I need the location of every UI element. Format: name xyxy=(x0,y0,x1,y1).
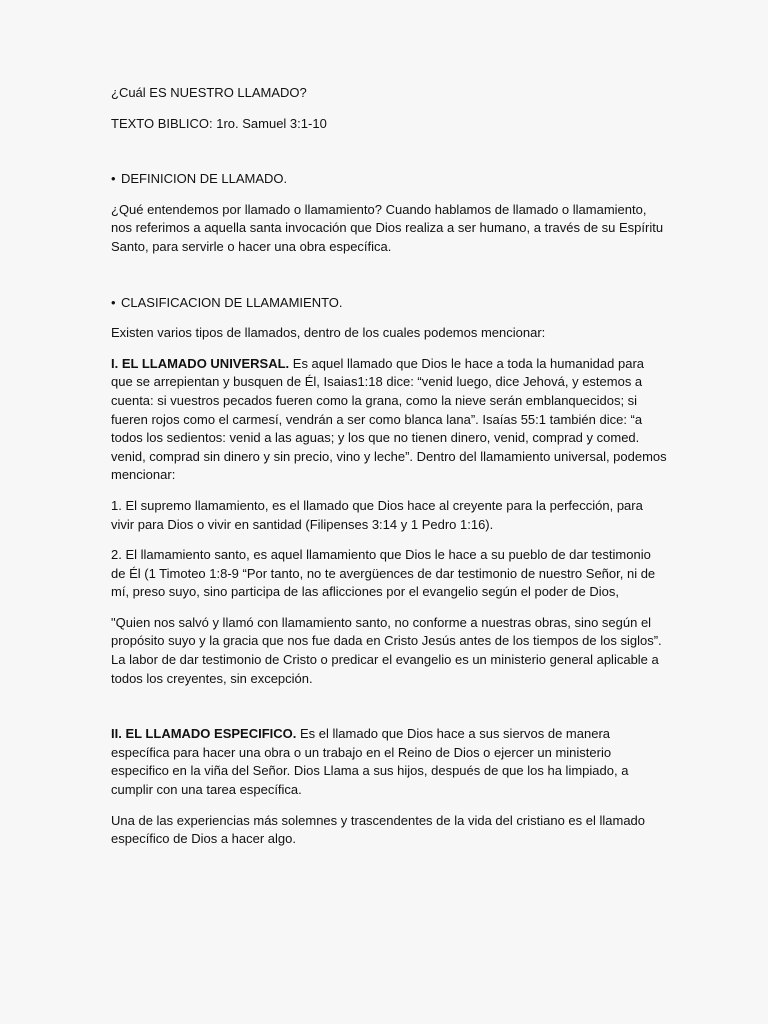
closing-paragraph: Una de las experiencias más solemnes y trascendentes de la vida del cristiano es el llamado específico de Dios a hacer algo. xyxy=(111,812,646,847)
section-heading-definicion xyxy=(111,170,668,189)
definition-paragraph: ¿Qué entendemos por llamado o llamamiento? Cuando hablamos de llamado o llamamiento, nos referimos a aquella santa invocación que Dios realiza a ser humano, a través de su Espíritu Santo, para servirle o hacer una obra específica. xyxy=(111,201,664,254)
document-title: ¿Cuál ES NUESTRO LLAMADO? xyxy=(111,85,307,100)
section-heading-text: DEFINICION DE LLAMADO. xyxy=(121,171,288,187)
bullet-icon: • xyxy=(111,294,116,310)
classification-intro: Existen varios tipos de llamados, dentro de los cuales podemos mencionar: xyxy=(111,325,546,341)
universal-call-paragraph xyxy=(111,355,668,485)
quote-paragraph: "Quien nos salvó y llamó con llamamiento santo, no conforme a nuestras obras, sino según el propósito suyo y la gracia que nos fue dada en Cristo Jesús antes de los tiempos de los siglos”. La labor de dar testimonio de Cristo o predicar el evangelio es un ministerio general aplicable a todos los creyentes, sin excepción. xyxy=(111,614,662,686)
universal-call-label: I. EL LLAMADO UNIVERSAL. xyxy=(111,355,290,371)
section-heading-text: CLASIFICACION DE LLAMAMIENTO. xyxy=(121,294,343,310)
specific-call-paragraph xyxy=(111,725,668,799)
point-2-paragraph: 2. El llamamiento santo, es aquel llamamiento que Dios le hace a su pueblo de dar testimonio de Él (1 Timoteo 1:8-9 “Por tanto, no te avergüences de dar testimonio de nuestro Señor, ni de mí, preso suyo, sino participa de las aflicciones por el evangelio según el poder de Dios, xyxy=(111,547,656,600)
point-1-paragraph: 1. El supremo llamamiento, es el llamado que Dios hace al creyente para la perfección, para vivir para Dios o vivir en santidad (Filipenses 3:14 y 1 Pedro 1:16). xyxy=(111,497,643,532)
section-heading-clasificacion xyxy=(111,294,668,313)
universal-call-body: Es aquel llamado que Dios le hace a toda la humanidad para que se arrepientan y busquen de Él, Isaias1:18 dice: “venid luego, dice Jehová, y estemos a cuenta: si vuestros pecados fueren como la grana, como la nieve serán emblanquecidos; si fueren rojos como el carmesí, vendrán a ser como blanca lana”. Isaías 55:1 también dice: “a todos los sedientos: venid a las aguas; y los que no tienen dinero, venid, comprad y comed. venid, comprad sin dinero y sin precio, vino y leche”. Dentro del llamamiento universal, podemos mencionar: xyxy=(111,355,667,483)
specific-call-body: Es el llamado que Dios hace a sus siervos de manera específica para hacer una obra o un trabajo en el Reino de Dios o ejercer un ministerio especifico en la viña del Señor. Dios Llama a sus hijos, después de que los ha limpiado, a cumplir con una tarea específica. xyxy=(111,726,629,798)
bible-reference: TEXTO BIBLICO: 1ro. Samuel 3:1-10 xyxy=(111,115,327,131)
bullet-icon: • xyxy=(111,171,116,187)
specific-call-label: II. EL LLAMADO ESPECIFICO. xyxy=(111,726,297,742)
